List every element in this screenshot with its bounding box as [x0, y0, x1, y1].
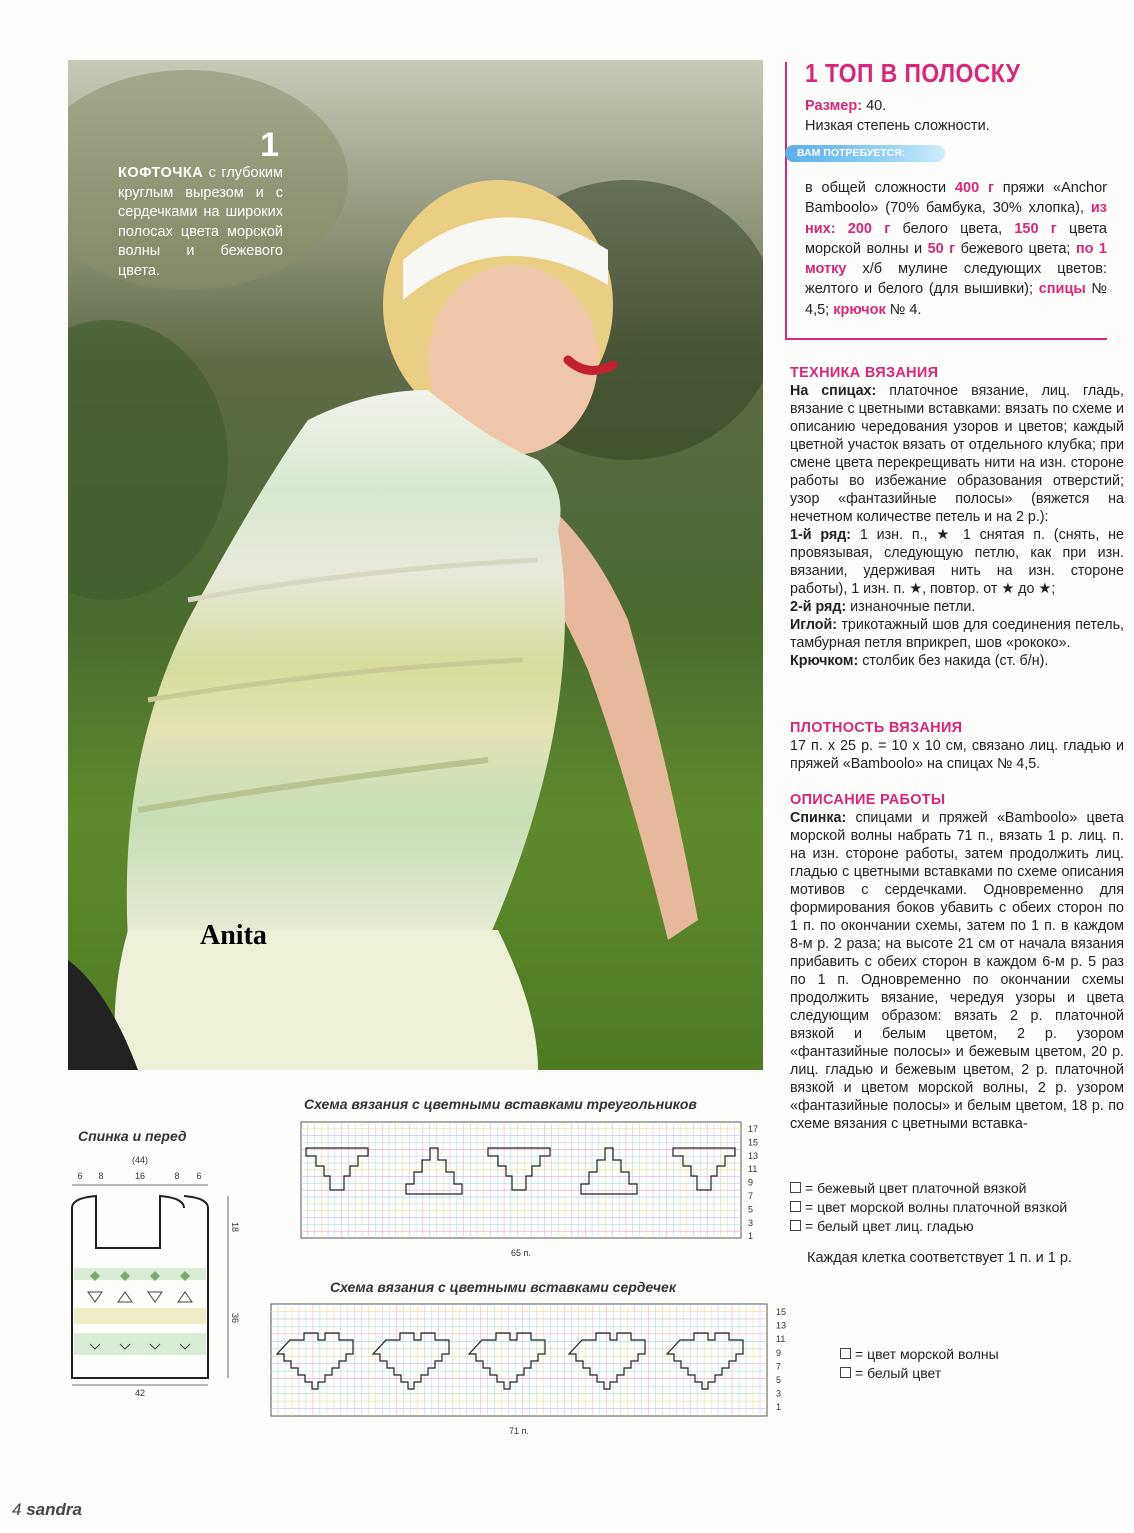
size-label: Размер: [805, 98, 863, 114]
row-label: 9 [748, 1177, 754, 1188]
needles-label: спицы [1038, 281, 1086, 298]
row-label: 13 [748, 1150, 759, 1161]
caption-text: с глубоким круглым вырезом и с сердечками на широких полосах цвета морской волны и бежевого цвета. [118, 165, 283, 279]
legend-item: = цвет морской волны [855, 1346, 999, 1362]
materials-text: в общей сложности [805, 180, 955, 196]
model-number: 1 [260, 126, 279, 164]
technique-label: На спицах: [790, 383, 877, 399]
row-label: 15 [776, 1307, 787, 1317]
row-label: 7 [748, 1191, 754, 1201]
stitch-count: 65 п. [511, 1248, 531, 1258]
of-them-label: из них: [805, 200, 1107, 237]
description-heading: ОПИСАНИЕ РАБОТЫ [790, 792, 946, 808]
technique-section [790, 364, 1124, 670]
title-rule [785, 62, 787, 340]
row-label: 11 [748, 1164, 758, 1175]
row-label: 5 [776, 1375, 782, 1385]
photo-caption [118, 128, 283, 281]
row-label: 9 [776, 1347, 782, 1358]
row-label: 11 [776, 1334, 786, 1345]
yarn-total: 400 г [954, 180, 994, 196]
heart-chart [268, 1300, 798, 1440]
gauge-text: 17 п. х 25 р. = 10 х 10 см, связано лиц. гладью и пряжей «Bamboolo» на спицах № 4,5. [790, 738, 1124, 772]
difficulty: Низкая степень сложности. [805, 118, 990, 134]
article-title: 1 ТОП В ПОЛОСКУ [805, 58, 1021, 88]
description-label: Спинка: [790, 810, 847, 826]
schematic-diagram [60, 1148, 240, 1398]
triangle-chart [298, 1118, 768, 1258]
row-label: 7 [776, 1361, 782, 1372]
legend-item: = бежевый цвет платочной вязкой [805, 1180, 1027, 1196]
row-label: 15 [748, 1137, 759, 1148]
size-block [805, 96, 1110, 136]
height-body-label: 36 [230, 1313, 240, 1324]
hook-label: крючок [833, 301, 886, 318]
heart-legend [840, 1345, 999, 1383]
cell-note: Каждая клетка соответствует 1 п. и 1 р. [807, 1250, 1072, 1266]
triangle-legend [790, 1179, 1067, 1236]
materials-text: бежевого цвета; [955, 240, 1076, 257]
row-label: 17 [748, 1124, 759, 1134]
row1-text: 1 изн. п., ★ 1 снятая п. (снять, не провязывая, следующую петлю, как при изн. вязании, удерживая нить на изн. стороне работы), 1 изн. п. ★, повтор. от ★ до ★; [790, 527, 1124, 597]
row1-label: 1-й ряд: [790, 527, 852, 543]
hook-technique-label: Крючком: [790, 653, 859, 669]
top-width-label: 6 [196, 1171, 202, 1181]
needle-label: Иглой: [790, 617, 838, 633]
total-width-label: (44) [131, 1155, 149, 1165]
description-text: спицами и пряжей «Bamboolo» цвета морской волны набрать 71 п., вязать 1 р. лиц. п. на изн. стороне работы, затем продолжить лиц. гладью с цветными вставками по схеме описания мотивов с сердечками. Одновременно для формирования боков убавить с обеих сторон по 1 п. по окончании схемы, затем по 1 п. в каждом 8-м р. 2 раза; на высоте 21 см от начала вязания прибавить с обеих сторон в каждом 6-м р. 5 раз по 1 п. Одновременно по окончании схемы продолжить вязание, чередуя узоры и цвета следующим образом: вязать 2 р. платочной вязкой и белым цветом, 2 р. узором «фантазийные полосы» и бежевым цветом, 20 р. лиц. гладью и бежевым цветом, 2 р. платочной вязкой и цветом морской волны, 2 р. узором «фантазийные полосы» и белым цветом, 18 р. по схеме вязания с цветными вставка- [790, 810, 1124, 1132]
row-label: 1 [748, 1231, 754, 1242]
gauge-section [790, 719, 1124, 773]
technique-text: платочное вязание, лиц. гладь, вязание с цветными вставками: вязать по схеме и описанию чередования узоров и цветов; каждый цветной участок вязать от отдельного клубка; при смене цвета перекрещивать нити на изн. стороне работы во избежание образования отверстий; узор «фантазийные полосы» (вяжется на нечетном количестве петель и на 2 р.): [790, 383, 1124, 525]
materials-text: пряжи «Anchor Bamboolo» (70% бамбука, 30% хлопка), [805, 180, 1108, 217]
legend-swatch [840, 1367, 851, 1378]
legend-swatch [790, 1201, 801, 1212]
row2-label: 2-й ряд: [790, 599, 847, 615]
gauge-heading: ПЛОТНОСТЬ ВЯЗАНИЯ [790, 720, 963, 736]
row-label: 3 [776, 1388, 782, 1399]
technique-heading: ТЕХНИКА ВЯЗАНИЯ [790, 365, 939, 381]
needs-badge: ВАМ ПОТРЕБУЕТСЯ: [785, 145, 945, 162]
schematic-title: Спинка и перед [78, 1128, 187, 1144]
top-width-label: 8 [98, 1171, 104, 1181]
sea-weight: 150 г [1014, 220, 1057, 237]
top-width-label: 8 [174, 1171, 180, 1181]
legend-item: = белый цвет лиц. гладью [805, 1218, 974, 1234]
legend-item: = белый цвет [855, 1365, 942, 1381]
bottom-width-label: 42 [134, 1388, 146, 1398]
hook-technique-text: столбик без накида (ст. б/н). [858, 653, 1049, 669]
description-section [790, 791, 1124, 1133]
needle-text: трикотажный шов для соединения петель, тамбурная петля вприкреп, шов «рококо». [790, 617, 1124, 651]
row-labels [748, 1124, 758, 1241]
materials-text: цвета морской волны и [805, 220, 1107, 257]
page-number: 4 [12, 1500, 22, 1519]
size-value: 40. [862, 98, 887, 114]
triangle-chart-title: Схема вязания с цветными вставками треугольников [304, 1096, 697, 1112]
legend-swatch [840, 1348, 851, 1359]
needles-value: № 4,5; [805, 281, 1107, 318]
row-label: 3 [748, 1217, 754, 1228]
legend-swatch [790, 1220, 801, 1231]
top-width-label: 6 [77, 1171, 83, 1181]
row-label: 13 [776, 1320, 787, 1331]
top-width-label: 16 [134, 1171, 146, 1181]
section-rule [785, 338, 1107, 340]
brand: sandra [26, 1500, 82, 1519]
hook-value: № 4. [885, 301, 922, 318]
legend-item: = цвет морской волны платочной вязкой [805, 1199, 1068, 1215]
stitch-count: 71 п. [509, 1426, 529, 1436]
legend-swatch [790, 1182, 801, 1193]
watermark: Anita [200, 920, 267, 951]
row-label: 1 [776, 1402, 782, 1413]
height-top-label: 18 [230, 1222, 240, 1233]
materials-list [805, 178, 1107, 320]
row2-text: изнаночные петли. [846, 599, 976, 615]
row-label: 5 [748, 1204, 754, 1215]
heart-chart-title: Схема вязания с цветными вставками сердечек [330, 1279, 676, 1295]
white-weight: 200 г [847, 220, 891, 237]
floss-amount: по 1 мотку [805, 240, 1107, 278]
beige-weight: 50 г [927, 240, 956, 257]
row-labels [776, 1307, 786, 1412]
materials-text: белого цвета, [890, 220, 1015, 237]
materials-text: х/б мулине следующих цветов: желтого и белого (для вышивки); [805, 261, 1107, 298]
page-footer [12, 1500, 82, 1520]
caption-lead: КОФТОЧКА [118, 165, 204, 181]
